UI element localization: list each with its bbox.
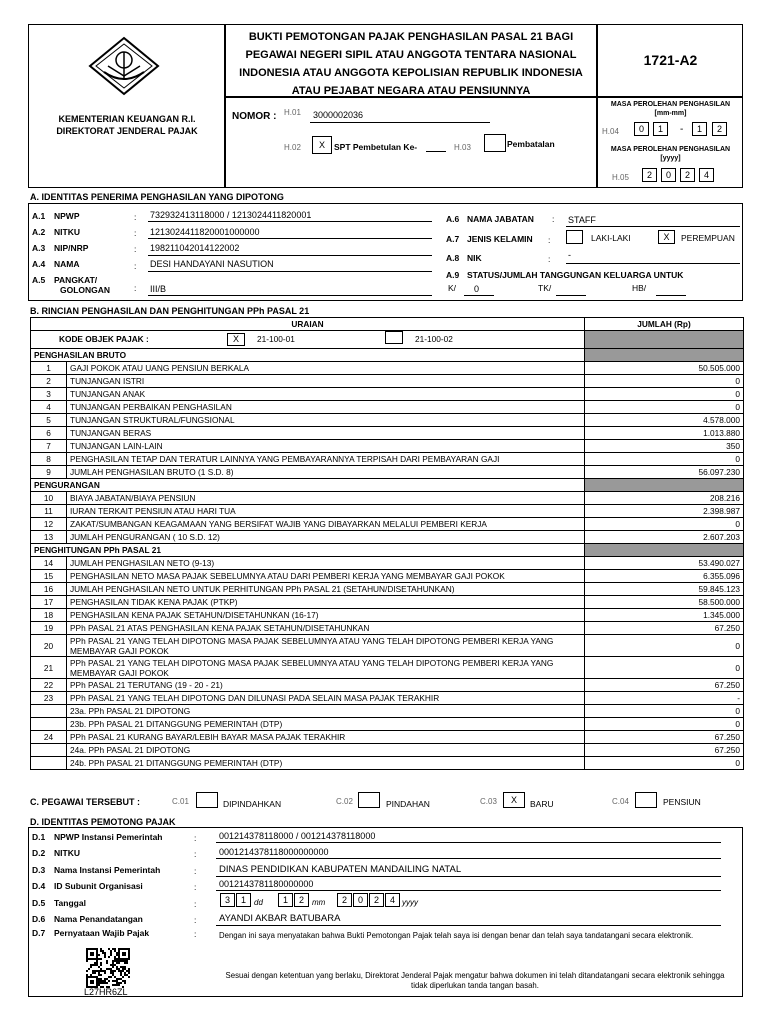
row-description: PENGHASILAN KENA PAJAK SETAHUN/DISETAHUNKAN (16-17) xyxy=(67,609,585,622)
d1-colon: : xyxy=(194,833,197,843)
row-amount: - xyxy=(585,692,744,705)
table-row xyxy=(31,635,744,657)
a9-tk-underline xyxy=(556,295,586,296)
row-amount: 0 xyxy=(585,518,744,531)
row-description: PPh PASAL 21 YANG TELAH DIPOTONG DAN DILUNASI PADA SELAIN MASA PAJAK TERAKHIR xyxy=(67,692,585,705)
c02-code: C.02 xyxy=(336,797,353,806)
pensiun-checkbox[interactable] xyxy=(635,792,657,808)
header-divider-code xyxy=(596,96,743,98)
date-dd-digit-2[interactable]: 1 xyxy=(236,893,251,907)
masa-year-label: MASA PEROLEHAN PENGHASILAN xyxy=(610,146,731,153)
row-number: 14 xyxy=(31,557,67,570)
nomor-underline xyxy=(310,122,490,123)
a5-underline xyxy=(148,295,432,296)
date-dd-label: dd xyxy=(254,898,263,907)
a2-underline xyxy=(148,238,432,239)
row-number: 5 xyxy=(31,414,67,427)
row-number: 15 xyxy=(31,570,67,583)
row-number: 16 xyxy=(31,583,67,596)
date-mm-digit-2[interactable]: 2 xyxy=(294,893,309,907)
a5-label-1: PANGKAT/ xyxy=(54,275,98,285)
row-description: JUMLAH PENGURANGAN ( 10 S.D. 12) xyxy=(67,531,585,544)
date-mm-label: mm xyxy=(312,898,326,907)
masa-from-digit-1[interactable]: 0 xyxy=(634,122,649,136)
section-b-title: B. RINCIAN PENGHASILAN DAN PENGHITUNGAN PPh PASAL 21 xyxy=(30,306,310,316)
a7-male-checkbox[interactable] xyxy=(566,230,583,244)
row-description: PENGHASILAN TETAP DAN TERATUR LAINNYA YANG PEMBAYARANNYA TERPISAH DARI PEMBAYARAN GAJI xyxy=(67,453,585,466)
row-amount: 53.490.027 xyxy=(585,557,744,570)
row-amount: 1.013.880 xyxy=(585,427,744,440)
a5-code: A.5 xyxy=(32,275,46,285)
table-row xyxy=(31,757,744,770)
row-number: 3 xyxy=(31,388,67,401)
row-amount: 56.097.230 xyxy=(585,466,744,479)
date-yyyy-digit-1[interactable]: 2 xyxy=(337,893,352,907)
row-number: 4 xyxy=(31,401,67,414)
row-number: 10 xyxy=(31,492,67,505)
a6-underline xyxy=(566,226,740,227)
row-amount: 350 xyxy=(585,440,744,453)
kode-21-100-02-checkbox[interactable] xyxy=(385,331,403,344)
a1-colon: : xyxy=(134,212,137,222)
date-yyyy-label: yyyy xyxy=(402,898,418,907)
spt-pembetulan-label: SPT Pembetulan Ke- xyxy=(334,142,418,152)
a7-code: A.7 xyxy=(446,234,460,244)
penghitungan-header-row xyxy=(31,544,744,557)
footer-note: Sesuai dengan ketentuan yang berlaku, Direktorat Jenderal Pajak mengatur bahwa dokumen ini telah ditandatangani secara elektronik sehingga tidak diperlukan tanda tangan basah. xyxy=(225,971,725,990)
row-description: ZAKAT/SUMBANGAN KEAGAMAAN YANG BERSIFAT WAJIB YANG DIBAYARKAN MELALUI PEMBERI KERJA xyxy=(67,518,585,531)
table-row xyxy=(31,375,744,388)
form-code: 1721-A2 xyxy=(643,52,698,68)
pensiun-label: PENSIUN xyxy=(663,797,701,807)
c03-code: C.03 xyxy=(480,797,497,806)
row-number: 12 xyxy=(31,518,67,531)
row-amount: 1.345.000 xyxy=(585,609,744,622)
row-amount: 6.355.096 xyxy=(585,570,744,583)
row-amount: 0 xyxy=(585,718,744,731)
row-amount: 0 xyxy=(585,375,744,388)
a3-colon: : xyxy=(134,244,137,254)
table-row xyxy=(31,679,744,692)
kode-objek-label: KODE OBJEK PAJAK : xyxy=(59,334,149,344)
row-description: 24b. PPh PASAL 21 DITANGGUNG PEMERINTAH (DTP) xyxy=(67,757,585,770)
d7-label: Pernyataan Wajib Pajak xyxy=(54,928,150,938)
year-digit-1[interactable]: 2 xyxy=(642,168,657,182)
row-number xyxy=(31,744,67,757)
kode-21-100-01-label: 21-100-01 xyxy=(257,334,295,344)
pindahan-checkbox[interactable] xyxy=(358,792,380,808)
d6-code: D.6 xyxy=(32,914,46,924)
d4-colon: : xyxy=(194,882,197,892)
table-row xyxy=(31,401,744,414)
a9-k-underline xyxy=(464,295,494,296)
qr-code-text: L27HR6ZL xyxy=(84,987,128,997)
row-description: PPh PASAL 21 ATAS PENGHASILAN KENA PAJAK SETAHUN/DISETAHUNKAN xyxy=(67,622,585,635)
kode-21-100-02-label: 21-100-02 xyxy=(415,334,453,344)
d7-statement: Dengan ini saya menyatakan bahwa Bukti Pemotongan Pajak telah saya isi dengan benar dan telah saya tandatangani secara elektronik. xyxy=(219,931,694,940)
a6-jabatan-value: STAFF xyxy=(568,215,596,225)
table-row xyxy=(31,570,744,583)
a2-label: NITKU xyxy=(54,227,80,237)
d3-instansi-value: DINAS PENDIDIKAN KABUPATEN MANDAILING NATAL xyxy=(219,864,462,875)
row-description: TUNJANGAN LAIN-LAIN xyxy=(67,440,585,453)
a3-code: A.3 xyxy=(32,243,46,253)
row-description: TUNJANGAN ISTRI xyxy=(67,375,585,388)
row-number: 13 xyxy=(31,531,67,544)
table-row xyxy=(31,531,744,544)
kode-objek-cell xyxy=(31,331,585,349)
pengurangan-header-shaded xyxy=(585,479,744,492)
d1-underline xyxy=(216,842,721,843)
row-amount: 67.250 xyxy=(585,731,744,744)
d6-colon: : xyxy=(194,915,197,925)
row-number xyxy=(31,705,67,718)
a7-colon: : xyxy=(548,235,551,245)
row-amount: 4.578.000 xyxy=(585,414,744,427)
table-row xyxy=(31,388,744,401)
a4-label: NAMA xyxy=(54,259,80,269)
pembatalan-checkbox[interactable] xyxy=(484,134,506,152)
table-row xyxy=(31,657,744,679)
row-amount: 50.505.000 xyxy=(585,362,744,375)
row-number: 17 xyxy=(31,596,67,609)
row-description: TUNJANGAN BERAS xyxy=(67,427,585,440)
row-amount: 67.250 xyxy=(585,744,744,757)
d5-colon: : xyxy=(194,899,197,909)
penghasilan-bruto-header-row xyxy=(31,349,744,362)
d6-underline xyxy=(216,925,721,926)
a6-label: NAMA JABATAN xyxy=(467,214,534,224)
row-number: 11 xyxy=(31,505,67,518)
d2-code: D.2 xyxy=(32,848,46,858)
table-row xyxy=(31,505,744,518)
date-dd-digit-1[interactable]: 3 xyxy=(220,893,235,907)
row-description: PPh PASAL 21 TERUTANG (19 - 20 - 21) xyxy=(67,679,585,692)
baru-label: BARU xyxy=(530,799,554,809)
table-row xyxy=(31,718,744,731)
c04-code: C.04 xyxy=(612,797,629,806)
kode-21-100-01-checkbox[interactable]: X xyxy=(227,333,245,346)
a4-code: A.4 xyxy=(32,259,46,269)
row-description: PENGHASILAN TIDAK KENA PAJAK (PTKP) xyxy=(67,596,585,609)
table-row xyxy=(31,466,744,479)
row-number: 6 xyxy=(31,427,67,440)
ministry-name: KEMENTERIAN KEUANGAN R.I. xyxy=(58,114,196,124)
masa-year-format: [yyyy] xyxy=(660,155,681,162)
a7-female-label: PEREMPUAN xyxy=(681,233,735,243)
date-yyyy-digit-2[interactable]: 0 xyxy=(353,893,368,907)
row-amount: 0 xyxy=(585,705,744,718)
row-description: TUNJANGAN PERBAIKAN PENGHASILAN xyxy=(67,401,585,414)
income-table xyxy=(30,317,744,770)
form-title-line-2: PEGAWAI NEGERI SIPIL ATAU ANGGOTA TENTARA NASIONAL xyxy=(245,49,577,61)
date-yyyy-digit-4[interactable]: 4 xyxy=(385,893,400,907)
spt-pembetulan-checkbox[interactable]: X xyxy=(312,136,332,154)
table-row xyxy=(31,557,744,570)
row-description: JUMLAH PENGHASILAN NETO (9-13) xyxy=(67,557,585,570)
table-row xyxy=(31,492,744,505)
a4-nama-value: DESI HANDAYANI NASUTION xyxy=(150,259,274,269)
a7-label: JENIS KELAMIN xyxy=(467,234,533,244)
a9-k-value: 0 xyxy=(474,284,480,294)
h05-code: H.05 xyxy=(612,173,629,182)
row-number: 2 xyxy=(31,375,67,388)
row-description: IURAN TERKAIT PENSIUN ATAU HARI TUA xyxy=(67,505,585,518)
form-title-line-3: INDONESIA ATAU ANGGOTA KEPOLISIAN REPUBLIK INDONESIA xyxy=(239,67,583,79)
row-number: 21 xyxy=(31,657,67,679)
form-title-line-4: ATAU PEJABAT NEGARA ATAU PENSIUNNYA xyxy=(291,85,531,97)
form-title-line-1: BUKTI PEMOTONGAN PAJAK PENGHASILAN PASAL 21 BAGI xyxy=(248,31,574,43)
a2-nitku-value: 1213024411820001000000 xyxy=(150,227,260,237)
year-digit-2[interactable]: 0 xyxy=(661,168,676,182)
row-description: BIAYA JABATAN/BIAYA PENSIUN xyxy=(67,492,585,505)
d6-label: Nama Penandatangan xyxy=(54,914,143,924)
a8-code: A.8 xyxy=(446,253,460,263)
a1-npwp-value: 732932413118000 / 1213024411820001 xyxy=(150,210,312,220)
row-number: 19 xyxy=(31,622,67,635)
row-amount: 208.216 xyxy=(585,492,744,505)
dipindahkan-checkbox[interactable] xyxy=(196,792,218,808)
pindahan-label: PINDAHAN xyxy=(386,799,430,809)
table-row xyxy=(31,583,744,596)
d5-code: D.5 xyxy=(32,898,46,908)
row-amount: 67.250 xyxy=(585,622,744,635)
a9-label: STATUS/JUMLAH TANGGUNGAN KELUARGA UNTUK xyxy=(467,270,684,280)
a6-code: A.6 xyxy=(446,214,460,224)
d3-code: D.3 xyxy=(32,865,46,875)
table-row xyxy=(31,622,744,635)
row-description: 24a. PPh PASAL 21 DIPOTONG xyxy=(67,744,585,757)
a9-hb-label: HB/ xyxy=(632,283,647,293)
djp-logo xyxy=(84,36,164,102)
d3-label: Nama Instansi Pemerintah xyxy=(54,865,161,875)
table-row xyxy=(31,518,744,531)
year-digit-4[interactable]: 4 xyxy=(699,168,714,182)
a4-colon: : xyxy=(134,261,137,271)
masa-to-digit-1[interactable]: 1 xyxy=(692,122,707,136)
d1-npwp-value: 001214378118000 / 001214378118000 xyxy=(219,831,376,841)
row-amount: 59.845.123 xyxy=(585,583,744,596)
kode-objek-row xyxy=(31,331,744,349)
a5-colon: : xyxy=(134,283,137,293)
c01-code: C.01 xyxy=(172,797,189,806)
table-row xyxy=(31,440,744,453)
row-amount: 0 xyxy=(585,388,744,401)
a4-underline xyxy=(148,271,432,272)
d6-penandatangan-value: AYANDI AKBAR BATUBARA xyxy=(219,913,341,924)
table-row xyxy=(31,596,744,609)
penghasilan-bruto-header-shaded xyxy=(585,349,744,362)
h02-code: H.02 xyxy=(284,143,301,152)
d4-subunit-value: 0012143781180000000 xyxy=(219,879,314,889)
h03-code: H.03 xyxy=(454,143,471,152)
d4-code: D.4 xyxy=(32,881,46,891)
year-digit-3[interactable]: 2 xyxy=(680,168,695,182)
masa-perolehan-format: [mm-mm] xyxy=(654,110,687,117)
h04-code: H.04 xyxy=(602,127,619,136)
section-d-title: D. IDENTITAS PEMOTONG PAJAK xyxy=(30,817,176,827)
table-row xyxy=(31,414,744,427)
a8-colon: : xyxy=(548,254,551,264)
h01-code: H.01 xyxy=(284,108,301,117)
dipindahkan-label: DIPINDAHKAN xyxy=(223,799,282,809)
table-row xyxy=(31,744,744,757)
d2-underline xyxy=(216,858,721,859)
pembatalan-label: Pembatalan xyxy=(507,139,555,149)
a8-nik-value: - xyxy=(568,250,571,260)
date-mm-digit-1[interactable]: 1 xyxy=(278,893,293,907)
a7-female-checkbox[interactable]: X xyxy=(658,230,675,244)
col-header-jumlah: JUMLAH (Rp) xyxy=(585,318,744,331)
row-amount: 0 xyxy=(585,635,744,657)
row-amount: 0 xyxy=(585,657,744,679)
row-number xyxy=(31,718,67,731)
directorate-name: DIREKTORAT JENDERAL PAJAK xyxy=(56,126,198,136)
d7-colon: : xyxy=(194,929,197,939)
a2-colon: : xyxy=(134,228,137,238)
d4-underline xyxy=(216,890,721,891)
row-number: 18 xyxy=(31,609,67,622)
row-number: 8 xyxy=(31,453,67,466)
row-number: 9 xyxy=(31,466,67,479)
penghasilan-bruto-header-label: PENGHASILAN BRUTO xyxy=(31,349,585,362)
row-description: TUNJANGAN STRUKTURAL/FUNGSIONAL xyxy=(67,414,585,427)
a9-hb-underline xyxy=(656,295,686,296)
d2-colon: : xyxy=(194,849,197,859)
row-number: 23 xyxy=(31,692,67,705)
d2-nitku-value: 0001214378118000000000 xyxy=(219,847,329,857)
row-description: PPh PASAL 21 YANG TELAH DIPOTONG MASA PAJAK SEBELUMNYA ATAU YANG TELAH DIPOTONG PEMBERI KERJA YANG MEMBAYAR GAJI POKOK xyxy=(67,635,585,657)
a1-code: A.1 xyxy=(32,211,46,221)
row-description: PENGHASILAN NETO MASA PAJAK SEBELUMNYA ATAU DARI PEMBERI KERJA YANG MEMBAYAR GAJI POKOK xyxy=(67,570,585,583)
kode-objek-shaded xyxy=(585,331,744,349)
penghitungan-header-label: PENGHITUNGAN PPh PASAL 21 xyxy=(31,544,585,557)
a9-tk-label: TK/ xyxy=(538,283,552,293)
qr-code xyxy=(86,948,130,988)
masa-perolehan-label: MASA PEROLEHAN PENGHASILAN xyxy=(610,101,731,108)
row-description: GAJI POKOK ATAU UANG PENSIUN BERKALA xyxy=(67,362,585,375)
a6-colon: : xyxy=(552,214,555,224)
table-row xyxy=(31,609,744,622)
row-description: 23a. PPh PASAL 21 DIPOTONG xyxy=(67,705,585,718)
row-description: JUMLAH PENGHASILAN NETO UNTUK PERHITUNGAN PPh PASAL 21 (SETAHUN/DISETAHUNKAN) xyxy=(67,583,585,596)
nomor-value: 3000002036 xyxy=(313,110,364,120)
baru-checkbox[interactable]: X xyxy=(503,792,525,808)
row-amount: 0 xyxy=(585,401,744,414)
row-number: 22 xyxy=(31,679,67,692)
row-amount: 67.250 xyxy=(585,679,744,692)
row-amount: 58.500.000 xyxy=(585,596,744,609)
a5-label-2: GOLONGAN xyxy=(60,285,111,295)
pengurangan-header-label: PENGURANGAN xyxy=(31,479,585,492)
section-a-title: A. IDENTITAS PENERIMA PENGHASILAN YANG DIPOTONG xyxy=(30,192,284,202)
row-number: 20 xyxy=(31,635,67,657)
d5-label: Tanggal xyxy=(54,898,86,908)
row-number: 1 xyxy=(31,362,67,375)
spt-pembetulan-line xyxy=(426,151,446,152)
row-amount: 0 xyxy=(585,757,744,770)
masa-separator: - xyxy=(680,124,684,135)
row-number xyxy=(31,757,67,770)
row-amount: 2.398.987 xyxy=(585,505,744,518)
a9-k-label: K/ xyxy=(448,283,457,293)
row-number: 7 xyxy=(31,440,67,453)
a3-nip-value: 198211042014122002 xyxy=(150,243,240,253)
d1-code: D.1 xyxy=(32,832,46,842)
section-c-title: C. PEGAWAI TERSEBUT : xyxy=(30,797,141,807)
a5-pangkat-value: III/B xyxy=(150,284,167,294)
row-number: 24 xyxy=(31,731,67,744)
a8-label: NIK xyxy=(467,253,482,263)
masa-to-digit-2[interactable]: 2 xyxy=(712,122,727,136)
a3-underline xyxy=(148,255,432,256)
a8-underline xyxy=(566,263,740,264)
d3-underline xyxy=(216,876,721,877)
form-title xyxy=(226,28,596,100)
d4-label: ID Subunit Organisasi xyxy=(54,881,143,891)
a7-male-label: LAKI-LAKI xyxy=(591,233,631,243)
row-amount: 0 xyxy=(585,453,744,466)
table-row xyxy=(31,692,744,705)
nomor-label: NOMOR : xyxy=(232,111,277,122)
a2-code: A.2 xyxy=(32,227,46,237)
masa-from-digit-2[interactable]: 1 xyxy=(653,122,668,136)
pengurangan-header-row xyxy=(31,479,744,492)
row-description: 23b. PPh PASAL 21 DITANGGUNG PEMERINTAH (DTP) xyxy=(67,718,585,731)
row-description: PPh PASAL 21 KURANG BAYAR/LEBIH BAYAR MASA PAJAK TERAKHIR xyxy=(67,731,585,744)
table-row xyxy=(31,705,744,718)
table-row xyxy=(31,731,744,744)
penghitungan-header-shaded xyxy=(585,544,744,557)
row-amount: 2.607.203 xyxy=(585,531,744,544)
a1-underline xyxy=(148,221,432,222)
date-yyyy-digit-3[interactable]: 2 xyxy=(369,893,384,907)
d3-colon: : xyxy=(194,866,197,876)
a9-code: A.9 xyxy=(446,270,460,280)
row-description: TUNJANGAN ANAK xyxy=(67,388,585,401)
table-row xyxy=(31,453,744,466)
table-row xyxy=(31,427,744,440)
d7-code: D.7 xyxy=(32,928,46,938)
row-description: JUMLAH PENGHASILAN BRUTO (1 S.D. 8) xyxy=(67,466,585,479)
table-row xyxy=(31,362,744,375)
a3-label: NIP/NRP xyxy=(54,243,89,253)
col-header-uraian: URAIAN xyxy=(31,318,585,331)
table-header-row xyxy=(31,318,744,331)
row-description: PPh PASAL 21 YANG TELAH DIPOTONG MASA PAJAK SEBELUMNYA ATAU YANG TELAH DIPOTONG PEMBERI KERJA YANG MEMBAYAR GAJI POKOK xyxy=(67,657,585,679)
d2-label: NITKU xyxy=(54,848,80,858)
a1-label: NPWP xyxy=(54,211,80,221)
d1-label: NPWP Instansi Pemerintah xyxy=(54,832,163,842)
